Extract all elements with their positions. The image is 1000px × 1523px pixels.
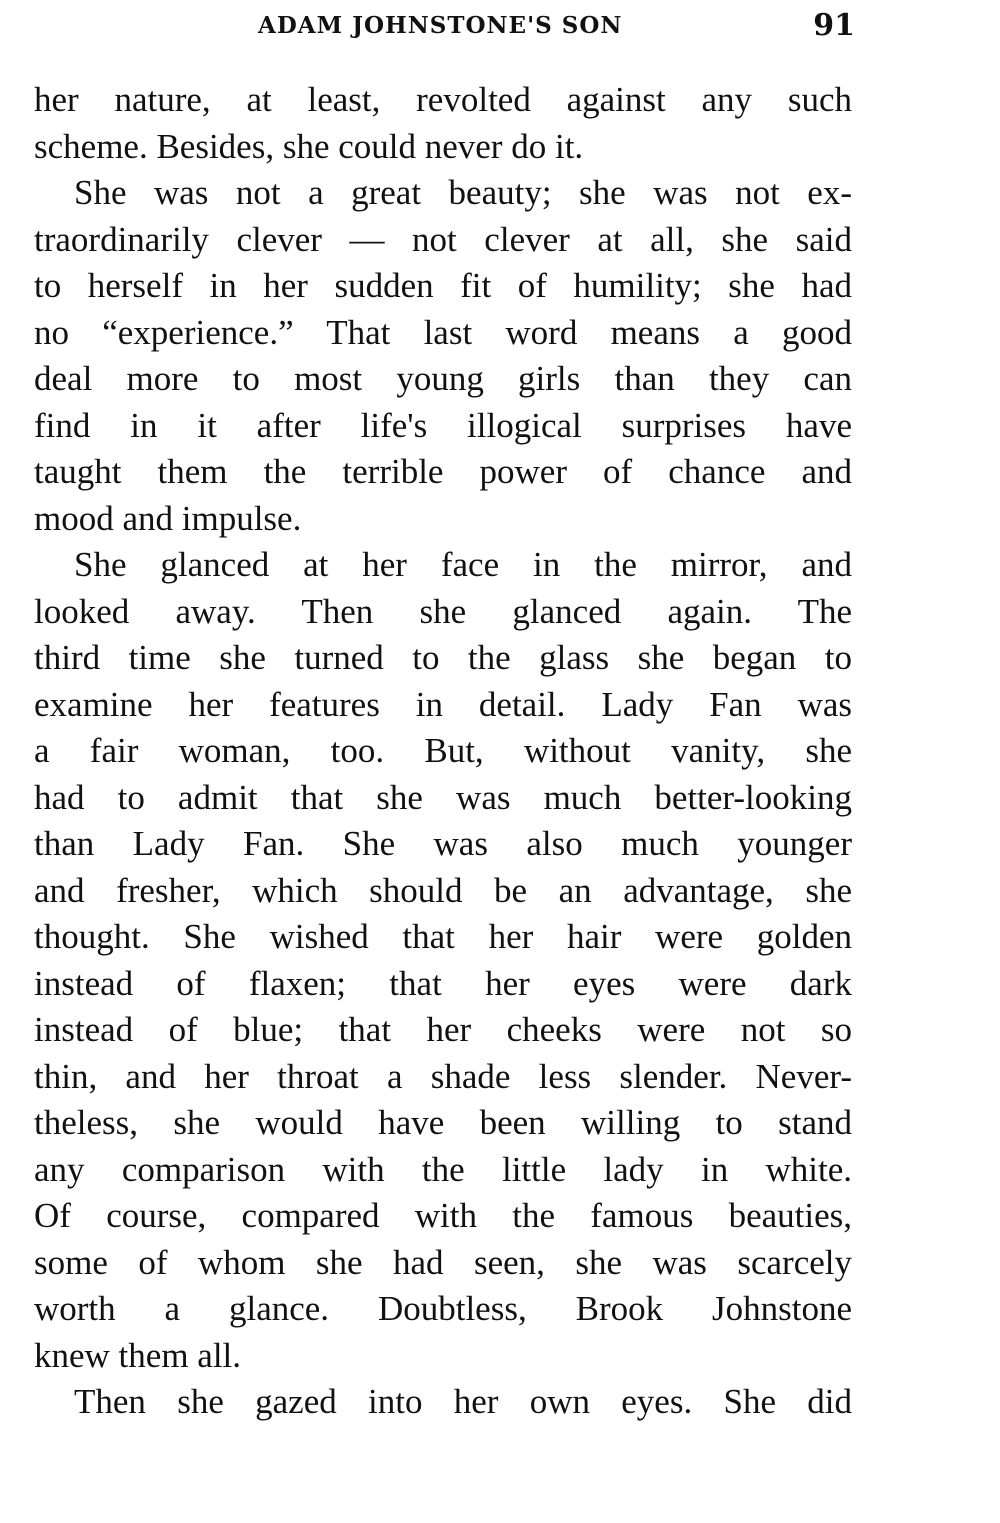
text-line: worth a glance. Doubtless, Brook Johnstone	[34, 1289, 852, 1328]
text-line: a fair woman, too. But, without vanity, she	[34, 731, 852, 770]
text-line: deal more to most young girls than they can	[34, 359, 852, 398]
body-text	[34, 77, 852, 1426]
text-line: scheme. Besides, she could never do it.	[34, 126, 584, 166]
text-line: taught them the terrible power of chance and	[34, 452, 852, 491]
text-line: had to admit that she was much better-looking	[34, 777, 852, 817]
text-line: examine her features in detail. Lady Fan was	[34, 684, 852, 724]
text-line: no “experience.” That last word means a good	[34, 312, 852, 352]
page-header	[0, 8, 1000, 48]
text-line: thought. She wished that her hair were golden	[34, 917, 852, 956]
text-line: Of course, compared with the famous beauties,	[34, 1196, 852, 1235]
text-line: theless, she would have been willing to stand	[34, 1103, 852, 1142]
text-line: mood and impulse.	[34, 498, 302, 538]
page-number: 91	[813, 8, 855, 43]
text-line: any comparison with the little lady in white.	[34, 1149, 852, 1189]
text-line: third time she turned to the glass she began to	[34, 638, 852, 677]
text-line: instead of blue; that her cheeks were not so	[34, 1010, 852, 1049]
text-line: some of whom she had seen, she was scarcely	[34, 1242, 852, 1282]
text-line: knew them all.	[34, 1335, 242, 1375]
text-line: instead of flaxen; that her eyes were dark	[34, 963, 852, 1003]
text-line: find in it after life's illogical surprises have	[34, 405, 852, 445]
text-line: thin, and her throat a shade less slender. Never-	[34, 1056, 852, 1096]
text-line: to herself in her sudden fit of humility; she had	[34, 266, 852, 305]
text-line: She was not a great beauty; she was not ex-	[74, 173, 852, 212]
text-line: than Lady Fan. She was also much younger	[34, 824, 852, 863]
text-line: traordinarily clever — not clever at all, she said	[34, 219, 852, 259]
text-line: her nature, at least, revolted against any such	[34, 80, 852, 119]
running-head: ADAM JOHNSTONE'S SON	[258, 12, 623, 39]
text-line: looked away. Then she glanced again. The	[34, 591, 852, 631]
text-line: and fresher, which should be an advantage, she	[34, 870, 852, 910]
text-line: She glanced at her face in the mirror, and	[74, 545, 852, 584]
text-line: Then she gazed into her own eyes. She did	[74, 1382, 852, 1421]
